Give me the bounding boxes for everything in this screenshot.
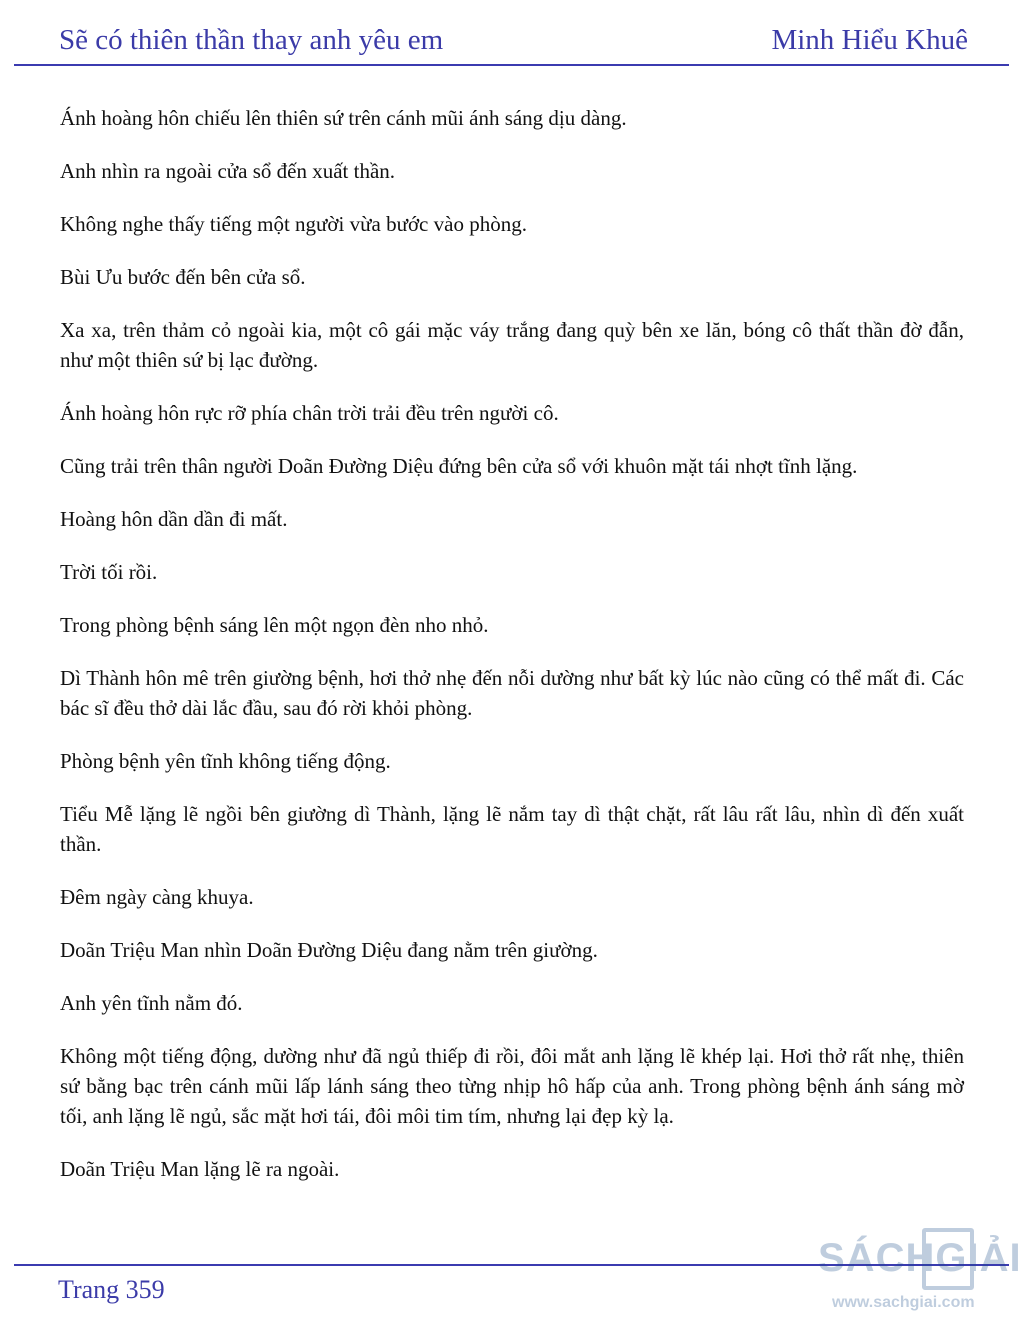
paragraph: Hoàng hôn dần dần đi mất. [60,507,288,531]
paragraph: Doãn Triệu Man lặng lẽ ra ngoài. [60,1157,340,1181]
page-header [0,0,1024,70]
page-body [60,103,964,1207]
header-divider [14,64,1009,66]
paragraph: Doãn Triệu Man nhìn Doãn Đường Diệu đang nằm trên giường. [60,938,598,962]
paragraph: Anh nhìn ra ngoài cửa sổ đến xuất thần. [60,159,396,183]
paragraph: Cũng trải trên thân người Doãn Đường Diệu đứng bên cửa sổ với khuôn mặt tái nhợt tĩnh lặng. [60,454,858,478]
paragraph: Trời tối rồi. [60,560,158,584]
paragraph: Ánh hoàng hôn rực rỡ phía chân trời trải đều trên người cô. [60,401,559,425]
paragraph: Không nghe thấy tiếng một người vừa bước vào phòng. [60,212,527,236]
paragraph: Trong phòng bệnh sáng lên một ngọn đèn nho nhỏ. [60,613,489,637]
watermark-logo [818,1228,1022,1320]
author-name: Minh Hiểu Khuê [771,24,968,56]
paragraph: Bùi Ưu bước đến bên cửa sổ. [60,265,306,289]
paragraph: Đêm ngày càng khuya. [60,885,254,909]
page-number: Trang 359 [58,1275,165,1304]
watermark-brand: SÁCHGIẢI [818,1236,1022,1280]
paragraph: Xa xa, trên thảm cỏ ngoài kia, một cô gái mặc váy trắng đang quỳ bên xe lăn, bóng cô thất thần đờ đẫn, như một thiên sứ bị lạc đường. [60,318,964,372]
paragraph: Dì Thành hôn mê trên giường bệnh, hơi thở nhẹ đến nỗi dường như bất kỳ lúc nào cũng có thể mất đi. Các bác sĩ đều thở dài lắc đầu, sau đó rời khỏi phòng. [60,666,964,720]
paragraph: Không một tiếng động, dường như đã ngủ thiếp đi rồi, đôi mắt anh lặng lẽ khép lại. Hơi thở rất nhẹ, thiên sứ bằng bạc trên cánh mũi lấp lánh sáng theo từng nhịp hô hấp của anh. Trong phòng bệnh ánh sáng mờ tối, anh lặng lẽ ngủ, sắc mặt hơi tái, đôi môi tim tím, nhưng lại đẹp kỳ lạ. [60,1044,964,1128]
paragraph: Anh yên tĩnh nằm đó. [60,991,243,1015]
paragraph: Ánh hoàng hôn chiếu lên thiên sứ trên cánh mũi ánh sáng dịu dàng. [60,106,627,130]
paragraph: Phòng bệnh yên tĩnh không tiếng động. [60,749,391,773]
watermark-url: www.sachgiai.com [832,1294,975,1311]
paragraph: Tiểu Mễ lặng lẽ ngồi bên giường dì Thành, lặng lẽ nắm tay dì thật chặt, rất lâu rất lâu, nhìn dì đến xuất thần. [60,802,964,856]
book-title: Sẽ có thiên thần thay anh yêu em [59,24,444,56]
